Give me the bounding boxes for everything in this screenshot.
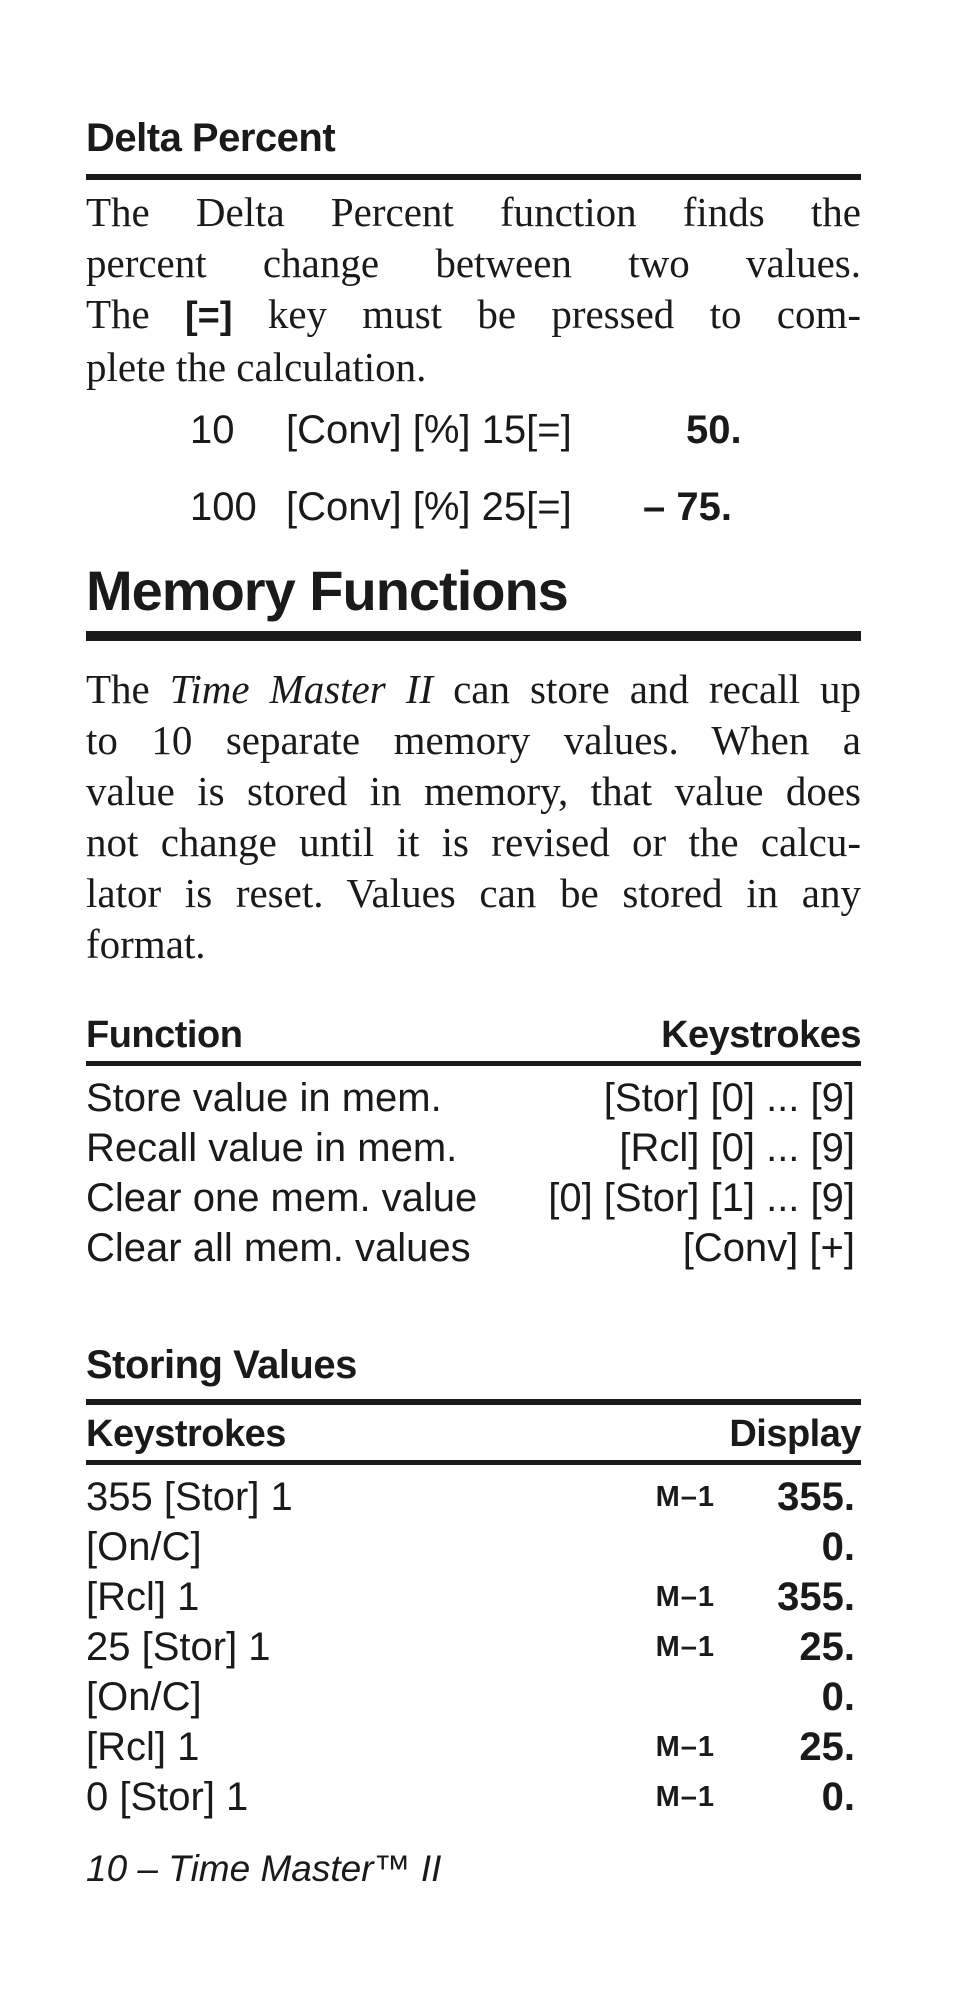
text-fragment: can store and recall up xyxy=(433,666,862,712)
function-cell: Store value in mem. xyxy=(86,1076,442,1120)
heading-rule xyxy=(86,1399,861,1405)
display-cell: 355. xyxy=(777,1475,855,1519)
keystrokes-cell: [Rcl] [0] ... [9] xyxy=(619,1126,855,1170)
paragraph-line: not change until it is revised or the calcu- xyxy=(86,819,861,865)
table-row xyxy=(86,1078,861,1122)
paragraph-line: The Delta Percent function finds the xyxy=(86,189,861,235)
example-result: 50. xyxy=(686,408,742,452)
table-row xyxy=(86,1228,861,1272)
paragraph-line xyxy=(86,664,861,715)
table-row xyxy=(86,1677,861,1721)
memory-indicator: M–1 xyxy=(655,1481,715,1513)
section-heading-memory-functions: Memory Functions xyxy=(86,559,568,622)
display-cell: 0. xyxy=(821,1775,855,1819)
example-result: – 75. xyxy=(643,485,732,529)
paragraph-line: plete the calculation. xyxy=(86,344,427,390)
paragraph-line: format. xyxy=(86,921,206,967)
table-row xyxy=(86,1727,861,1771)
keystrokes-cell: 355 [Stor] 1 xyxy=(86,1475,293,1519)
example-keystrokes: [Conv] [%] 15[=] xyxy=(286,408,572,452)
delta-percent-description xyxy=(86,187,861,393)
display-cell: 25. xyxy=(799,1725,855,1769)
example-value: 10 xyxy=(190,408,235,452)
paragraph-line: percent change between two values. xyxy=(86,240,861,286)
keystrokes-cell: [Stor] [0] ... [9] xyxy=(603,1076,855,1120)
section-heading-storing-values: Storing Values xyxy=(86,1343,357,1387)
equals-key-label: [=] xyxy=(185,295,233,337)
keystrokes-cell: [Rcl] 1 xyxy=(86,1725,200,1769)
table-row xyxy=(86,1178,861,1222)
paragraph-line: value is stored in memory, that value does xyxy=(86,768,861,814)
text-fragment: The xyxy=(86,666,170,712)
page-footer: 10 – Time Master™ II xyxy=(86,1848,442,1889)
example-value: 100 xyxy=(190,485,257,529)
memory-indicator: M–1 xyxy=(655,1631,715,1663)
text-fragment: The xyxy=(86,291,186,337)
heading-rule xyxy=(86,174,861,180)
memory-indicator: M–1 xyxy=(655,1581,715,1613)
table-row xyxy=(86,1527,861,1571)
keystrokes-cell: [Rcl] 1 xyxy=(86,1575,200,1619)
display-cell: 355. xyxy=(777,1575,855,1619)
paragraph-line: lator is reset. Values can be stored in any xyxy=(86,870,861,916)
keystrokes-cell: [0] [Stor] [1] ... [9] xyxy=(548,1176,855,1220)
table-row xyxy=(86,1477,861,1521)
column-header-display: Display xyxy=(729,1413,861,1455)
storing-table-header xyxy=(86,1415,861,1457)
table-row xyxy=(86,1777,861,1821)
display-cell: 25. xyxy=(799,1625,855,1669)
table-header-rule xyxy=(86,1061,861,1066)
column-header-function: Function xyxy=(86,1014,243,1056)
keystrokes-cell: [On/C] xyxy=(86,1525,202,1569)
memory-table-header xyxy=(86,1016,861,1058)
example-keystrokes: [Conv] [%] 25[=] xyxy=(286,485,572,529)
section-heading-delta-percent: Delta Percent xyxy=(86,116,336,160)
example-row xyxy=(86,410,861,454)
keystrokes-cell: [Conv] [+] xyxy=(682,1226,855,1270)
keystrokes-cell: 0 [Stor] 1 xyxy=(86,1775,249,1819)
keystrokes-cell: [On/C] xyxy=(86,1675,202,1719)
display-cell: 0. xyxy=(821,1525,855,1569)
paragraph-line: to 10 separate memory values. When a xyxy=(86,717,861,763)
function-cell: Clear one mem. value xyxy=(86,1176,478,1220)
table-row xyxy=(86,1627,861,1671)
table-row xyxy=(86,1128,861,1172)
column-header-keystrokes: Keystrokes xyxy=(661,1014,861,1056)
keystrokes-cell: 25 [Stor] 1 xyxy=(86,1625,271,1669)
column-header-keystrokes: Keystrokes xyxy=(86,1413,286,1455)
memory-description xyxy=(86,664,861,970)
paragraph-line xyxy=(86,289,861,342)
table-row xyxy=(86,1577,861,1621)
table-header-rule xyxy=(86,1460,861,1465)
text-fragment: key must be pressed to com- xyxy=(232,291,861,337)
display-cell: 0. xyxy=(821,1675,855,1719)
heading-rule xyxy=(86,631,861,641)
memory-indicator: M–1 xyxy=(655,1781,715,1813)
memory-indicator: M–1 xyxy=(655,1731,715,1763)
product-name: Time Master II xyxy=(169,666,434,712)
function-cell: Recall value in mem. xyxy=(86,1126,458,1170)
function-cell: Clear all mem. values xyxy=(86,1226,471,1270)
example-row xyxy=(86,487,861,531)
